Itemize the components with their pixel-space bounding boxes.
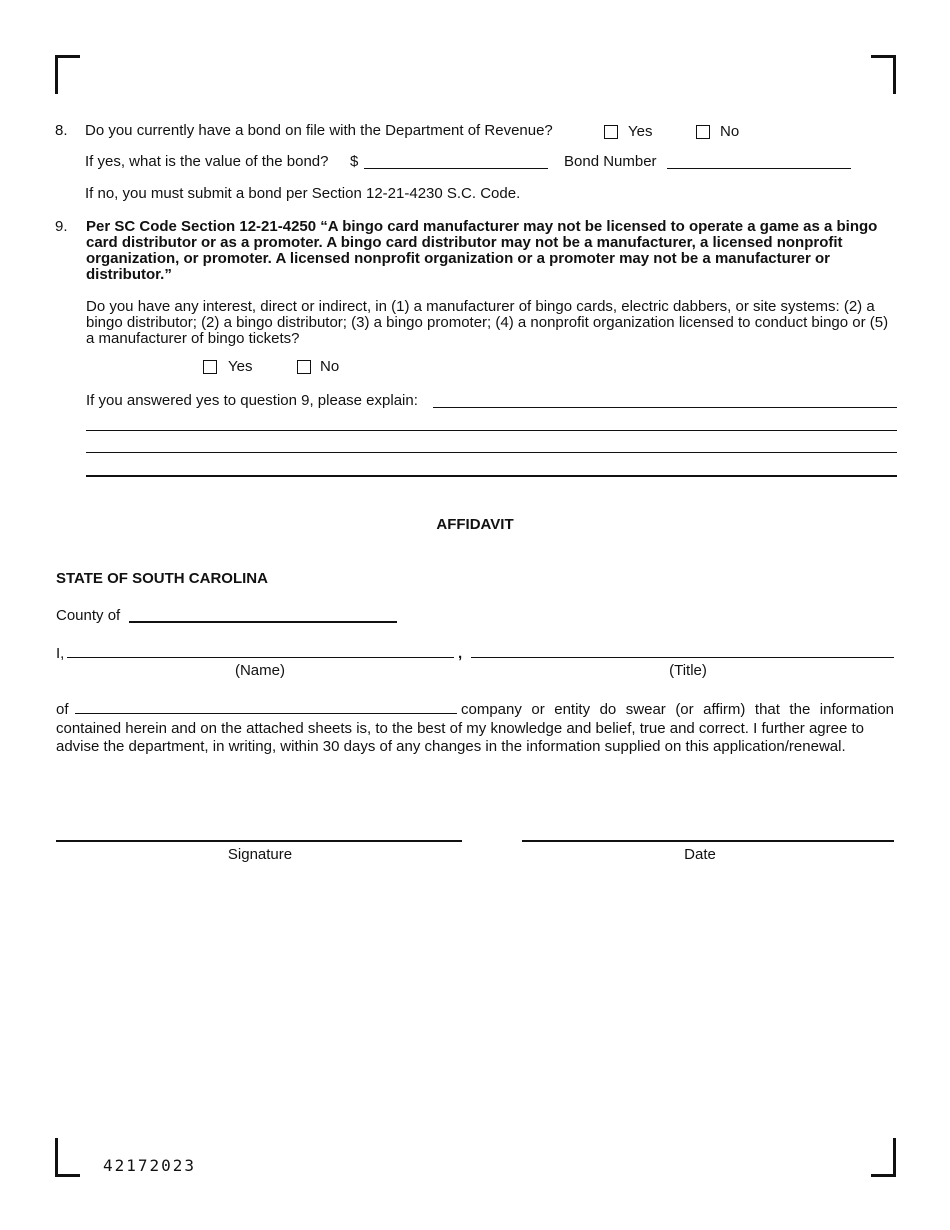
crop-mark-bottom-right	[871, 1138, 896, 1177]
state-heading: STATE OF SOUTH CAROLINA	[56, 570, 268, 587]
q9-yes-checkbox[interactable]	[203, 360, 217, 374]
affidavit-statement-first: company or entity do swear (or affirm) that the information	[461, 701, 894, 718]
affidavit-statement-rest: contained herein and on the attached sheets is, to the best of my knowledge and belief, true and correct. I further agree to advise the department, in writing, within 30 days of any changes in the information supplied on this application/renewal.	[56, 720, 865, 755]
q9-explain-label: If you answered yes to question 9, please explain:	[86, 392, 418, 409]
bond-number-label: Bond Number	[564, 153, 657, 170]
crop-mark-top-left	[55, 55, 80, 94]
q9-statute-text: Per SC Code Section 12-21-4250 “A bingo card manufacturer may not be licensed to operate a game as a bingo card distributor or as a promoter. A bingo card distributor may not be a manufacturer, a licensed nonprofit organization, or promoter. A licensed nonprofit organization or a promoter may not be a manufacturer or distributor.”	[86, 218, 878, 283]
q9-no-checkbox[interactable]	[297, 360, 311, 374]
bond-value-label: If yes, what is the value of the bond?	[85, 153, 329, 170]
q9-no-label: No	[320, 358, 340, 375]
of-label: of	[56, 701, 69, 718]
signature-caption: Signature	[227, 846, 293, 863]
q8-question: Do you currently have a bond on file with the Department of Revenue?	[85, 122, 553, 139]
title-caption: (Title)	[669, 662, 707, 679]
affidavit-heading: AFFIDAVIT	[436, 516, 514, 533]
q8-number: 8.	[55, 122, 68, 139]
company-field[interactable]	[75, 713, 457, 714]
date-field[interactable]	[522, 840, 894, 842]
crop-mark-top-right	[871, 55, 896, 94]
name-field[interactable]	[67, 657, 454, 658]
q8-yes-checkbox[interactable]	[604, 125, 618, 139]
q8-note: If no, you must submit a bond per Section 12-21-4230 S.C. Code.	[85, 185, 521, 202]
explain-line-4[interactable]	[86, 475, 897, 477]
bond-number-field[interactable]	[667, 168, 851, 169]
date-caption: Date	[684, 846, 716, 863]
title-field[interactable]	[471, 657, 894, 658]
county-label: County of	[56, 607, 121, 624]
currency-symbol: $	[350, 153, 359, 170]
q8-yes-label: Yes	[628, 123, 653, 140]
name-title-comma: ,	[458, 645, 463, 662]
name-caption: (Name)	[234, 662, 285, 679]
q8-no-checkbox[interactable]	[696, 125, 710, 139]
explain-line-1[interactable]	[433, 407, 897, 408]
county-field[interactable]	[129, 621, 397, 623]
i-label: I,	[56, 645, 65, 662]
q9-yes-label: Yes	[228, 358, 253, 375]
q9-number: 9.	[55, 218, 68, 235]
signature-field[interactable]	[56, 840, 462, 842]
explain-line-2[interactable]	[86, 430, 897, 431]
q9-question: Do you have any interest, direct or indirect, in (1) a manufacturer of bingo cards, electric dabbers, or site systems: (2) a bingo distributor; (2) a bingo distributor; (3) a bingo promoter; (4) a nonprofit organization licensed to conduct bingo or (5) a manufacturer of bingo tickets?	[86, 298, 889, 347]
form-code: 42172023	[103, 1156, 197, 1175]
crop-mark-bottom-left	[55, 1138, 80, 1177]
q8-no-label: No	[720, 123, 740, 140]
explain-line-3[interactable]	[86, 452, 897, 453]
bond-value-field[interactable]	[364, 168, 548, 169]
